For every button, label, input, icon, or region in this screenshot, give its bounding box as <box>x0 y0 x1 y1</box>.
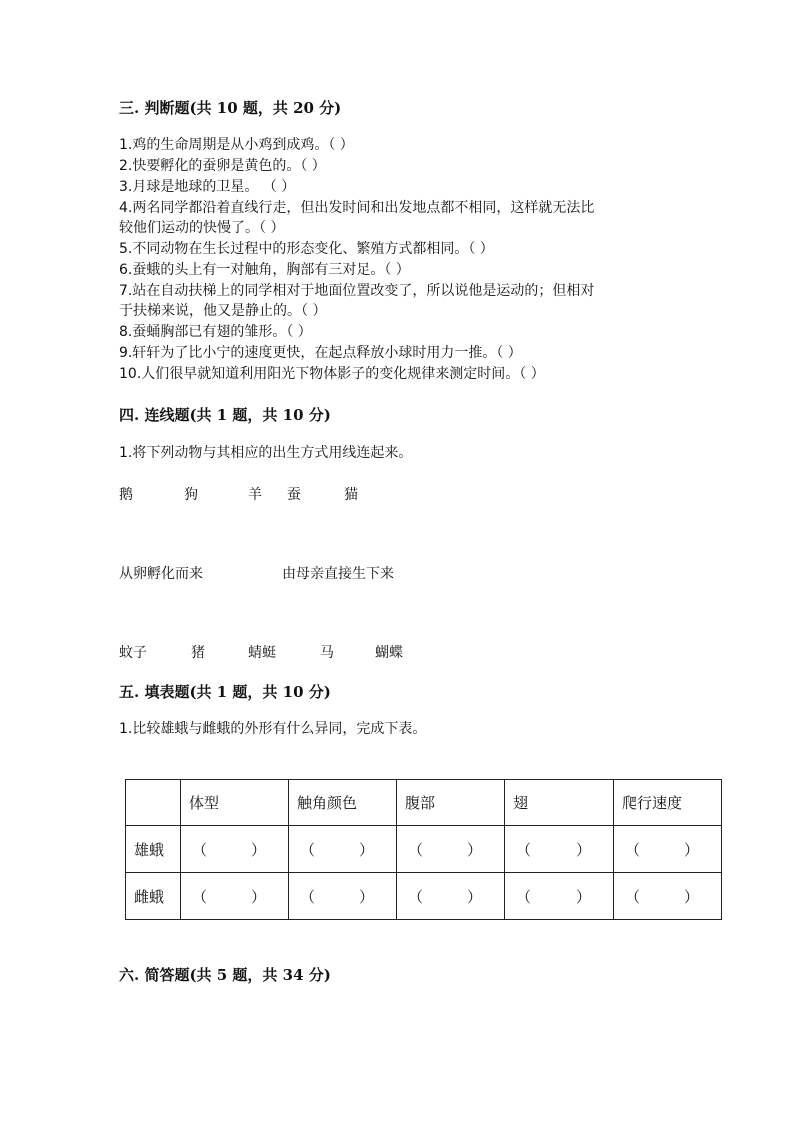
judge-item-5: 5.不同动物在生长过程中的形态变化、繁殖方式都相同。（ ） <box>119 241 494 257</box>
judge-item-7-line-2: 于扶梯来说，他又是静止的。（ ） <box>119 303 327 319</box>
section-6-title: 六. 简答题(共 5 题，共 34 分) <box>119 966 331 984</box>
answer-blank[interactable] <box>505 873 614 920</box>
section-5-title: 五. 填表题(共 1 题，共 10 分) <box>119 683 331 701</box>
answer-blank[interactable] <box>397 873 505 920</box>
answer-blank[interactable] <box>181 826 289 873</box>
animal-goose: 鹅 <box>119 487 133 503</box>
animal-dog: 狗 <box>184 487 198 503</box>
animal-mosquito: 蚊子 <box>119 645 147 661</box>
blank-close: ） <box>575 887 591 906</box>
animal-dragonfly: 蜻蜓 <box>248 645 276 661</box>
header-crawl-speed: 爬行速度 <box>614 780 722 826</box>
comparison-table <box>125 779 722 920</box>
judge-item-7-line-1: 7.站在自动扶梯上的同学相对于地面位置改变了，所以说他是运动的；但相对 <box>119 283 595 299</box>
blank-open: （ <box>408 840 424 859</box>
header-abdomen: 腹部 <box>397 780 505 826</box>
blank-open: （ <box>625 887 641 906</box>
blank-close: ） <box>358 840 374 859</box>
animal-silkworm: 蚕 <box>287 487 301 503</box>
judge-item-1: 1.鸡的生命周期是从小鸡到成鸡。（ ） <box>119 137 354 153</box>
blank-open: （ <box>300 887 316 906</box>
blank-close: ） <box>683 840 699 859</box>
table-row <box>126 826 722 873</box>
row-label-male-moth: 雄蛾 <box>126 826 181 873</box>
blank-close: ） <box>683 887 699 906</box>
judge-item-2: 2.快要孵化的蚕卵是黄色的。（ ） <box>119 158 326 174</box>
animal-butterfly: 蝴蝶 <box>375 645 403 661</box>
section-3-title: 三. 判断题(共 10 题，共 20 分) <box>119 99 342 117</box>
judge-item-4-line-2: 较他们运动的快慢了。（ ） <box>119 220 285 236</box>
animal-cat: 猫 <box>344 487 358 503</box>
animal-horse: 马 <box>320 645 334 661</box>
method-born-from-mother: 由母亲直接生下来 <box>282 566 394 582</box>
blank-close: ） <box>358 887 374 906</box>
row-label-female-moth: 雌蛾 <box>126 873 181 920</box>
blank-close: ） <box>250 887 266 906</box>
judge-item-9: 9.轩轩为了比小宁的速度更快，在起点释放小球时用力一推。（ ） <box>119 345 522 361</box>
blank-open: （ <box>625 840 641 859</box>
judge-item-3: 3.月球是地球的卫星。 （ ） <box>119 179 296 195</box>
blank-close: ） <box>250 840 266 859</box>
judge-item-8: 8.蚕蛹胸部已有翅的雏形。（ ） <box>119 324 312 340</box>
judge-item-4-line-1: 4.两名同学都沿着直线行走，但出发时间和出发地点都不相同，这样就无法比 <box>119 200 595 216</box>
table-header-row <box>126 780 722 826</box>
animal-sheep: 羊 <box>248 487 262 503</box>
blank-open: （ <box>516 840 532 859</box>
header-wings: 翅 <box>505 780 614 826</box>
answer-blank[interactable] <box>397 826 505 873</box>
blank-open: （ <box>408 887 424 906</box>
judge-item-10: 10.人们很早就知道利用阳光下物体影子的变化规律来测定时间。（ ） <box>119 366 545 382</box>
blank-close: ） <box>466 840 482 859</box>
blank-open: （ <box>300 840 316 859</box>
animal-pig: 猪 <box>191 645 205 661</box>
blank-close: ） <box>466 887 482 906</box>
blank-open: （ <box>516 887 532 906</box>
section-4-title: 四. 连线题(共 1 题，共 10 分) <box>119 406 331 424</box>
answer-blank[interactable] <box>614 873 722 920</box>
blank-open: （ <box>192 887 208 906</box>
method-hatched-from-egg: 从卵孵化而来 <box>119 566 203 582</box>
header-body-size: 体型 <box>181 780 289 826</box>
judge-item-6: 6.蚕蛾的头上有一对触角，胸部有三对足。（ ） <box>119 262 410 278</box>
answer-blank[interactable] <box>181 873 289 920</box>
answer-blank[interactable] <box>505 826 614 873</box>
blank-open: （ <box>192 840 208 859</box>
table-question: 1.比较雄蛾与雌蛾的外形有什么异同，完成下表。 <box>119 721 427 737</box>
answer-blank[interactable] <box>289 873 397 920</box>
matching-question: 1.将下列动物与其相应的出生方式用线连起来。 <box>119 445 413 461</box>
blank-close: ） <box>575 840 591 859</box>
answer-blank[interactable] <box>614 826 722 873</box>
header-antenna-color: 触角颜色 <box>289 780 397 826</box>
answer-blank[interactable] <box>289 826 397 873</box>
table-row <box>126 873 722 920</box>
header-corner <box>126 780 181 826</box>
